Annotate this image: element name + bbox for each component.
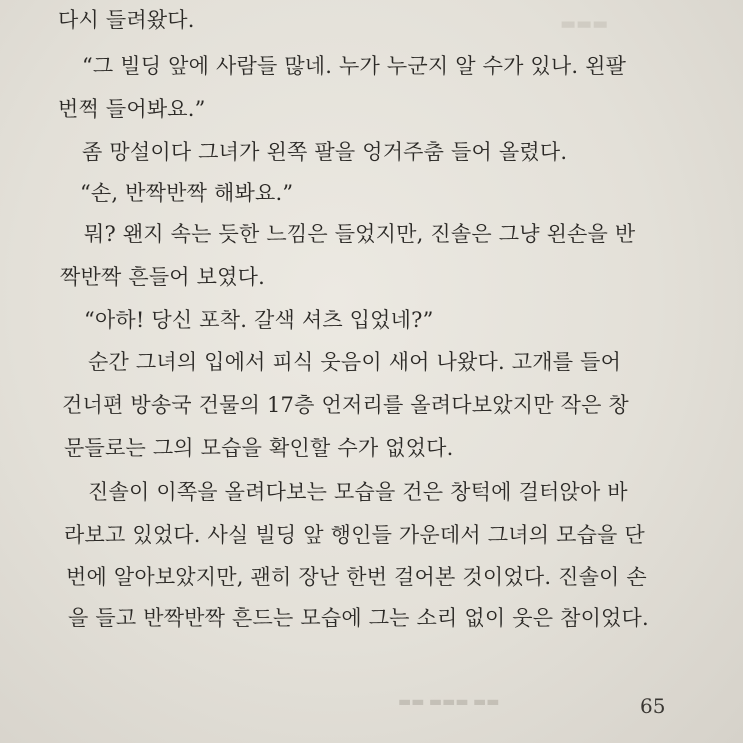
text-line-8: “아하! 당신 포착. 갈색 셔츠 입었네?” [84,308,434,332]
text-line-14: 번에 알아보았지만, 괜히 장난 한번 걸어본 것이었다. 진솔이 손 [66,565,647,589]
text-line-12: 진솔이 이쪽을 올려다보는 모습을 건은 창턱에 걸터앉아 바 [88,480,628,504]
text-line-3: 번쩍 들어봐요.” [58,97,206,121]
text-line-6: 뭐? 왠지 속는 듯한 느낌은 들었지만, 진솔은 그냥 왼손을 반 [84,222,636,246]
text-line-10: 건너편 방송국 건물의 17층 언저리를 올려다보았지만 작은 창 [62,393,629,417]
running-head-bleed: ▬▬ ▬▬▬ ▬▬ [398,694,500,710]
text-line-13: 라보고 있었다. 사실 빌딩 앞 행인들 가운데서 그녀의 모습을 단 [64,523,645,547]
page-number: 65 [640,694,666,718]
text-line-5: “손, 반짝반짝 해봐요.” [80,181,294,205]
text-line-15: 을 들고 반짝반짝 흔드는 모습에 그는 소리 없이 웃은 참이었다. [68,606,649,630]
text-line-9: 순간 그녀의 입에서 피식 웃음이 새어 나왔다. 고개를 들어 [88,350,622,374]
text-line-7: 짝반짝 흔들어 보였다. [60,265,265,289]
bleed-through-decoration: ▬▬▬ [560,14,609,34]
text-line-1: 다시 들려왔다. [58,8,195,32]
text-line-2: “그 빌딩 앞에 사람들 많네. 누가 누군지 알 수가 있나. 왼팔 [82,54,627,78]
text-line-11: 문들로는 그의 모습을 확인할 수가 없었다. [64,436,454,460]
text-line-4: 좀 망설이다 그녀가 왼쪽 팔을 엉거주춤 들어 올렸다. [82,140,568,164]
